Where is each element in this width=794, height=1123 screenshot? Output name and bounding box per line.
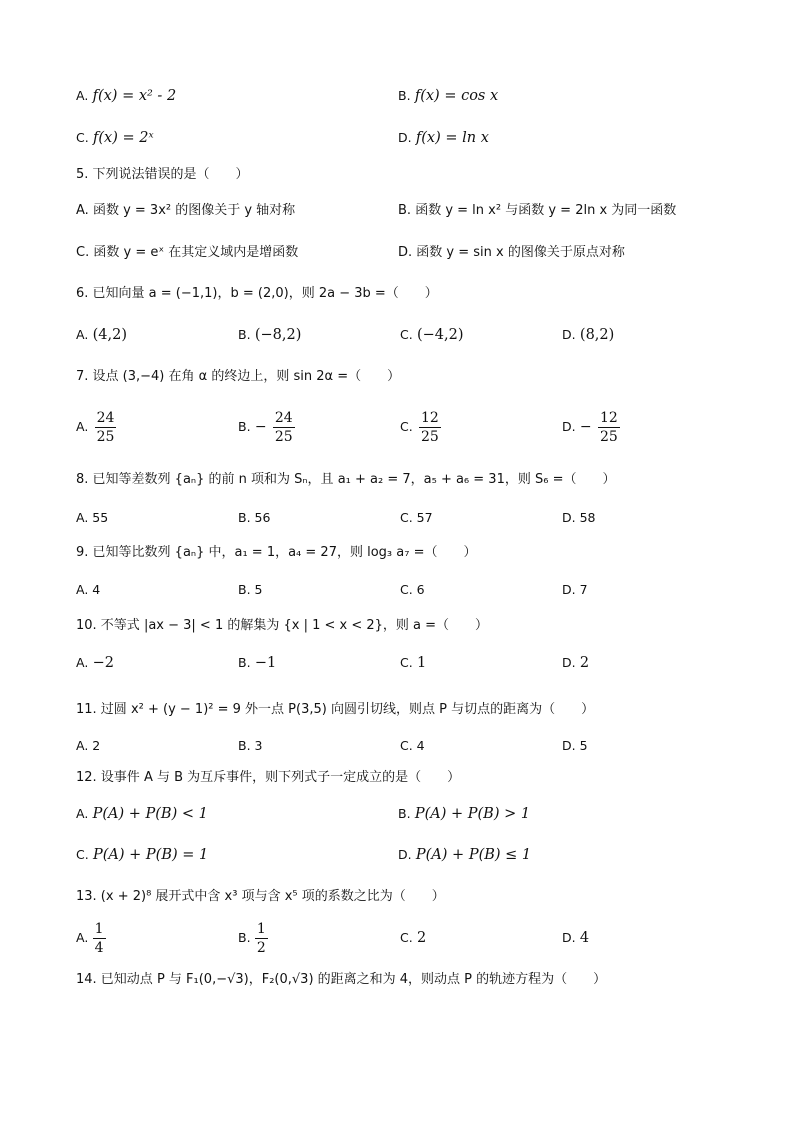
q11-option-c: C. 4: [400, 738, 425, 753]
option-label: A.: [76, 203, 89, 218]
option-label: A.: [76, 88, 89, 103]
option-text: −1: [254, 655, 277, 671]
option-label: B.: [398, 806, 411, 821]
option-sign: −: [254, 419, 267, 435]
fraction-numerator: 12: [599, 410, 618, 426]
question-6-stem: 6. 已知向量 a = (−1,1)，b = (2,0)，则 2a − 3b =（ ）: [76, 286, 438, 301]
fraction: [255, 920, 268, 957]
option-label: C.: [400, 930, 413, 945]
fraction-denominator: 25: [274, 429, 293, 445]
q13-option-a: [76, 919, 106, 957]
question-5-stem: 5. 下列说法错误的是（ ）: [76, 167, 249, 182]
option-sign: −: [579, 419, 592, 435]
q13-option-c: [400, 928, 426, 948]
fraction-numerator: 12: [421, 410, 439, 426]
q4-option-a: [76, 86, 176, 106]
fraction: [93, 920, 106, 957]
question-13-stem: 13. (x + 2)⁸ 展开式中含 x³ 项与含 x⁵ 项的系数之比为（ ）: [76, 889, 445, 904]
fraction-numerator: 24: [274, 410, 293, 426]
question-9-stem: 9. 已知等比数列 {aₙ} 中，a₁ = 1，a₄ = 27，则 log₃ a₇ =（ ）: [76, 545, 477, 560]
option-text: 函数 y = sin x 的图像关于原点对称: [416, 245, 625, 260]
question-12-stem: 12. 设事件 A 与 B 为互斥事件，则下列式子一定成立的是（ ）: [76, 770, 461, 785]
option-label: B.: [238, 419, 251, 434]
fraction: [419, 409, 441, 446]
option-label: B.: [398, 88, 411, 103]
fraction-denominator: 25: [599, 429, 618, 445]
option-text: 函数 y = ln x² 与函数 y = 2ln x 为同一函数: [415, 203, 677, 218]
q10-option-a: [76, 653, 114, 673]
q7-option-b: [238, 408, 295, 446]
fraction-numerator: 24: [96, 410, 115, 426]
question-11-stem: 11. 过圆 x² + (y − 1)² = 9 外一点 P(3,5) 向圆引切线，则点 P 与切点的距离为（ ）: [76, 702, 595, 717]
option-text: 函数 y = 3x² 的图像关于 y 轴对称: [92, 203, 296, 218]
option-label: A.: [76, 930, 89, 945]
fraction-denominator: 25: [96, 429, 115, 445]
q8-option-b: B. 56: [238, 510, 271, 525]
q6-option-d: [562, 325, 614, 345]
fraction: [598, 409, 620, 446]
q12-option-b: [398, 804, 530, 824]
q7-option-a: [76, 408, 116, 446]
q4-option-c: [76, 128, 154, 148]
q13-option-d: [562, 928, 589, 948]
option-expression: P(A) + P(B) > 1: [414, 806, 531, 822]
question-8-stem: 8. 已知等差数列 {aₙ} 的前 n 项和为 Sₙ，且 a₁ + a₂ = 7，a₅ + a₆ = 31，则 S₆ =（ ）: [76, 472, 616, 487]
option-text: 1: [417, 655, 427, 671]
fraction-numerator: 1: [94, 921, 104, 937]
q4-option-b: [398, 86, 498, 106]
option-expression: P(A) + P(B) ≤ 1: [415, 847, 532, 863]
option-expression: P(A) + P(B) = 1: [93, 847, 209, 863]
option-label: C.: [400, 655, 413, 670]
option-label: B.: [238, 930, 251, 945]
option-label: C.: [400, 327, 413, 342]
option-text: (4,2): [92, 327, 127, 343]
option-label: A.: [76, 655, 89, 670]
q4-option-d: [398, 128, 489, 148]
option-text: 2: [579, 655, 590, 671]
q5-option-b: [398, 201, 676, 221]
option-label: D.: [398, 847, 412, 862]
fraction: [95, 409, 117, 446]
option-expression: f(x) = ln x: [415, 130, 489, 146]
option-label: D.: [398, 130, 412, 145]
option-label: B.: [398, 203, 412, 218]
q7-option-c: [400, 408, 441, 446]
q8-option-d: D. 58: [562, 510, 596, 525]
q6-option-c: [400, 325, 464, 345]
option-expression: f(x) = 2ˣ: [93, 130, 154, 146]
question-7-stem: 7. 设点 (3,−4) 在角 α 的终边上，则 sin 2α =（ ）: [76, 369, 401, 384]
option-label: C.: [76, 130, 89, 145]
q11-option-b: B. 3: [238, 738, 263, 753]
q11-option-a: A. 2: [76, 738, 101, 753]
q10-option-b: [238, 653, 276, 673]
option-label: A.: [76, 327, 89, 342]
option-label: D.: [562, 419, 576, 434]
option-label: B.: [238, 655, 251, 670]
q9-option-a: A. 4: [76, 582, 101, 597]
question-10-stem: 10. 不等式 |ax − 3| < 1 的解集为 {x | 1 < x < 2}，则 a =（ ）: [76, 618, 489, 633]
option-label: B.: [238, 327, 251, 342]
option-label: D.: [562, 655, 576, 670]
option-label: D.: [562, 930, 576, 945]
q11-option-d: D. 5: [562, 738, 588, 753]
q9-option-b: B. 5: [238, 582, 263, 597]
q5-option-c: [76, 243, 298, 263]
option-label: D.: [398, 245, 413, 260]
option-expression: f(x) = cos x: [414, 88, 499, 104]
q8-option-c: C. 57: [400, 510, 433, 525]
q5-option-d: [398, 243, 625, 263]
q10-option-c: [400, 653, 426, 673]
option-text: 4: [579, 930, 590, 946]
fraction: [273, 409, 295, 446]
option-label: A.: [76, 806, 89, 821]
q9-option-d: D. 7: [562, 582, 588, 597]
option-text: (−8,2): [254, 327, 302, 343]
question-14-stem: 14. 已知动点 P 与 F₁(0,−√3)，F₂(0,√3) 的距离之和为 4，则动点 P 的轨迹方程为（ ）: [76, 972, 607, 987]
option-text: (8,2): [579, 327, 615, 343]
q13-option-b: [238, 919, 268, 957]
option-text: −2: [92, 655, 114, 671]
option-label: D.: [562, 327, 576, 342]
option-text: 2: [417, 930, 427, 946]
q6-option-a: [76, 325, 127, 345]
option-label: C.: [76, 847, 89, 862]
option-label: C.: [76, 245, 90, 260]
q9-option-c: C. 6: [400, 582, 425, 597]
fraction-denominator: 25: [421, 429, 439, 445]
q8-option-a: A. 55: [76, 510, 109, 525]
q6-option-b: [238, 325, 301, 345]
fraction-denominator: 4: [94, 940, 104, 956]
q12-option-d: [398, 845, 531, 865]
fraction-denominator: 2: [256, 940, 266, 956]
option-label: C.: [400, 419, 413, 434]
option-expression: f(x) = x² - 2: [92, 88, 177, 104]
q10-option-d: [562, 653, 589, 673]
option-label: A.: [76, 419, 89, 434]
option-expression: P(A) + P(B) < 1: [92, 806, 208, 822]
option-text: (−4,2): [417, 327, 464, 343]
option-text: 函数 y = eˣ 在其定义域内是增函数: [93, 245, 299, 260]
q7-option-d: [562, 408, 620, 446]
q12-option-a: [76, 804, 208, 824]
q12-option-c: [76, 845, 208, 865]
fraction-numerator: 1: [256, 921, 266, 937]
q5-option-a: [76, 201, 295, 221]
